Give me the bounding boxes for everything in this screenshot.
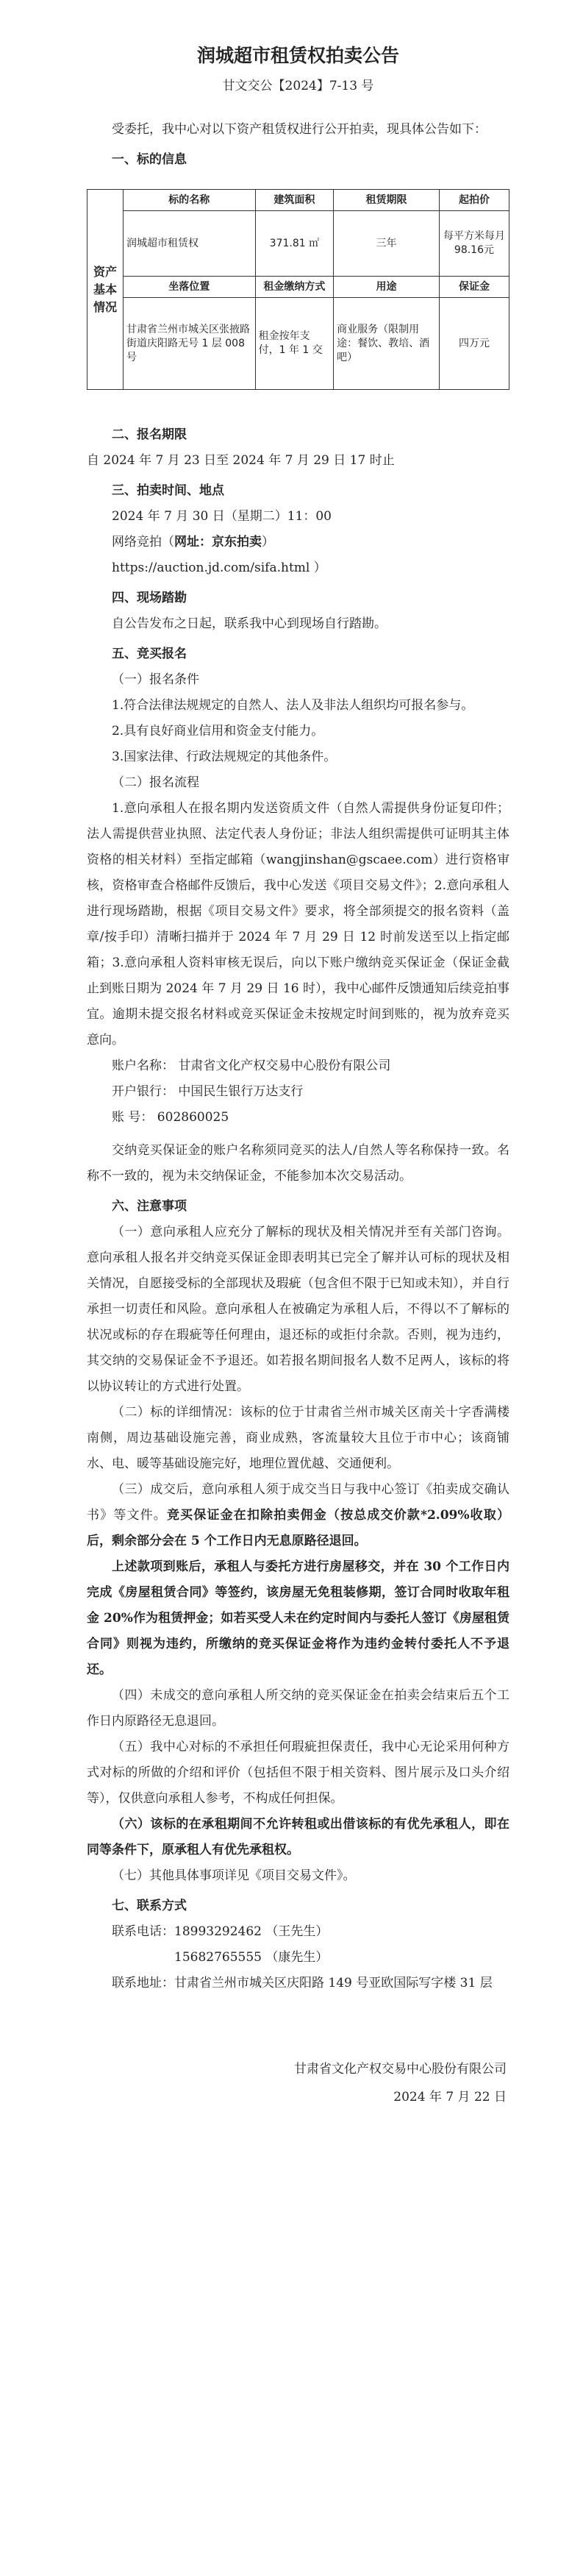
account-name: 账户名称： 甘肃省文化产权交易中心股份有限公司 [112, 1058, 391, 1073]
table-header: 租赁期限 [334, 190, 440, 211]
registration-conditions-heading: （一）报名条件 [112, 672, 199, 687]
table-header: 坐落位置 [124, 277, 256, 298]
table-cell: 三年 [334, 211, 440, 277]
section-3-heading: 三、拍卖时间、地点 [112, 483, 224, 498]
condition-item: 3.国家法律、行政法规规定的其他条件。 [112, 750, 337, 764]
table-cell: 四万元 [439, 298, 509, 390]
contact-phone-label: 联系电话： [112, 1924, 174, 1939]
section-4-heading: 四、现场踏勘 [112, 591, 187, 605]
registration-process-text: 1.意向承租人在报名期内发送资质文件（自然人需提供身份证复印件；法人需提供营业执照、法定代表人身份证；非法人组织需提供可证明其主体资格的相关材料）至指定邮箱（wangjinshan@gscaee.com）进行资格审核，资格审查合格邮件反馈后，我中心发送《项目交易文件》；2.意向承租人进行现场踏勘，根据《项目交易文件》要求，将全部须提交的报名资料（盖章/按手印）清晰扫描并于 2024 年 7 月 29 日 12 时前发送至以上指定邮箱；3.意向承租人资料审核无误后，向以下账户缴纳竞买保证金（保证金截止到账日期为 2024 年 7 月 29 日 16 时），我中心邮件反馈通知后续竞拍事宜。逾期未提交报名材料或竞买保证金未按规定时间到账的，视为放弃竞买意向。 [87, 801, 509, 1047]
intro-paragraph: 受委托，我中心对以下资产租赁权进行公开拍卖，现具体公告如下： [112, 122, 487, 137]
notice-paragraph: （七）其他具体事项详见《项目交易文件》。 [112, 1868, 356, 1883]
deposit-note: 交纳竞买保证金的账户名称须同竞买的法人/自然人等名称保持一致。名称不一致的，视为未交纳保证金，不能参加本次交易活动。 [87, 1143, 509, 1184]
table-cell: 每平方米每月 98.16元 [439, 211, 509, 277]
condition-item: 1.符合法律法规规定的自然人、法人及非法人组织均可报名参与。 [112, 698, 474, 713]
table-header: 保证金 [439, 277, 509, 298]
issue-date: 2024 年 7 月 22 日 [393, 2090, 507, 2104]
table-cell: 371.81 ㎡ [255, 211, 334, 277]
contact-address: 联系地址：甘肃省兰州市城关区庆阳路 149 号亚欧国际写字楼 31 层 [112, 1976, 493, 1990]
notice-paragraph: （二）标的详细情况：该标的位于甘肃省兰州市城关区南关十字香满楼南侧，周边基础设施完善，商业成熟，客流量较大且位于市中心；该商铺水、电、暖等基础设施完好，地理位置优越、交通便利。 [87, 1405, 509, 1471]
contact-phone: 18993292462 （王先生） [174, 1924, 329, 1939]
notice-bold-text: 竞买保证金在扣除拍卖佣金（按总成交价款*2.09%收取）后，剩余部分会在 5 个工作日内无息原路径退回。 [87, 1508, 510, 1548]
notice-paragraph: （四）未成交的意向承租人所交纳的竞买保证金在拍卖会结束后五个工作日内原路径无息退回。 [87, 1688, 509, 1729]
table-side-label: 资产基本情况 [87, 190, 124, 390]
asset-info-table [87, 189, 509, 390]
issuer-org: 甘肃省文化产权交易中心股份有限公司 [294, 2062, 507, 2077]
registration-process-heading: （二）报名流程 [112, 775, 199, 790]
section-7-heading: 七、联系方式 [112, 1899, 187, 1913]
table-cell: 润城超市租赁权 [124, 211, 256, 277]
section-2-heading: 二、报名期限 [112, 427, 187, 442]
auction-site-close: ） [262, 535, 274, 549]
page-title: 润城超市租赁权拍卖公告 [196, 45, 399, 66]
notice-paragraph [87, 1477, 509, 1554]
auction-url: https://auction.jd.com/sifa.html ） [112, 561, 326, 575]
table-header: 用途 [334, 277, 440, 298]
section-1-heading: 一、标的信息 [112, 152, 187, 167]
table-header: 租金缴纳方式 [255, 277, 334, 298]
notice-paragraph: 上述款项到账后，承租人与委托方进行房屋移交，并在 30 个工作日内完成《房屋租赁合同》等签约，该房屋无免租装修期，签订合同时收取年租金 20%作为租赁押金；如若买受人未在约定时间内与委托人签订《房屋租赁合同》则视为违约，所缴纳的竞买保证金将作为违约金转付委托人不予退还。 [87, 1559, 509, 1677]
table-cell: 租金按年支付，1 年 1 交 [255, 298, 334, 390]
inspection-text: 自公告发布之日起，联系我中心到现场自行踏勘。 [112, 616, 387, 631]
auction-place [87, 530, 509, 555]
section-6-heading: 六、注意事项 [112, 1199, 187, 1214]
document-number: 甘文交公【2024】7-13 号 [222, 79, 374, 93]
condition-item: 2.具有良好商业信用和资金支付能力。 [112, 724, 324, 739]
auction-time: 2024 年 7 月 30 日（星期二）11：00 [112, 509, 332, 524]
registration-period: 自 2024 年 7 月 23 日至 2024 年 7 月 29 日 17 时止 [87, 453, 395, 468]
notice-paragraph: （一）意向承租人应充分了解标的现状及相关情况并至有关部门咨询。意向承租人报名并交纳竞买保证金即表明其已完全了解并认可标的现状及相关情况，自愿接受标的全部现状及瑕疵（包含但不限于已知或未知），并自行承担一切责任和风险。意向承租人在被确定为承租人后，不得以不了解标的状况或标的存在瑕疵等任何理由，退还标的或拒付余款。否则，视为违约，其交纳的交易保证金不予退还。如若报名期间报名人数不足两人，该标的将以协议转让的方式进行处置。 [87, 1225, 509, 1394]
section-5-heading: 五、竞买报名 [112, 647, 187, 661]
account-number: 账 号： 602860025 [112, 1110, 229, 1125]
table-header: 起拍价 [439, 190, 509, 211]
auction-site: 网址：京东拍卖 [174, 535, 262, 549]
contact-phone-1 [87, 1919, 509, 1945]
table-cell: 甘肃省兰州市城关区张掖路街道庆阳路无号 1 层 008 号 [124, 298, 256, 390]
contact-phone-2: 15682765555 （康先生） [174, 1950, 329, 1965]
notice-text: （三）成交后，意向承租人须于成交当日与我中心签订《拍卖成交确认书》等文件。 [87, 1482, 509, 1523]
table-header: 标的名称 [124, 190, 256, 211]
table-header: 建筑面积 [255, 190, 334, 211]
notice-paragraph: （六）该标的在承租期间不允许转租或出借该标的有优先承租人，即在同等条件下，原承租人有优先承租权。 [87, 1817, 509, 1857]
notice-paragraph: （五）我中心对标的不承担任何瑕疵担保责任，我中心无论采用何种方式对标的所做的介绍和评价（包括但不限于相关资料、图片展示及口头介绍等），仅供意向承租人参考，不构成任何担保。 [87, 1740, 509, 1806]
account-bank: 开户银行： 中国民生银行万达支行 [112, 1084, 304, 1099]
table-cell: 商业服务（限制用途：餐饮、教培、酒吧） [334, 298, 440, 390]
auction-online-label: 网络竞拍（ [112, 535, 174, 549]
